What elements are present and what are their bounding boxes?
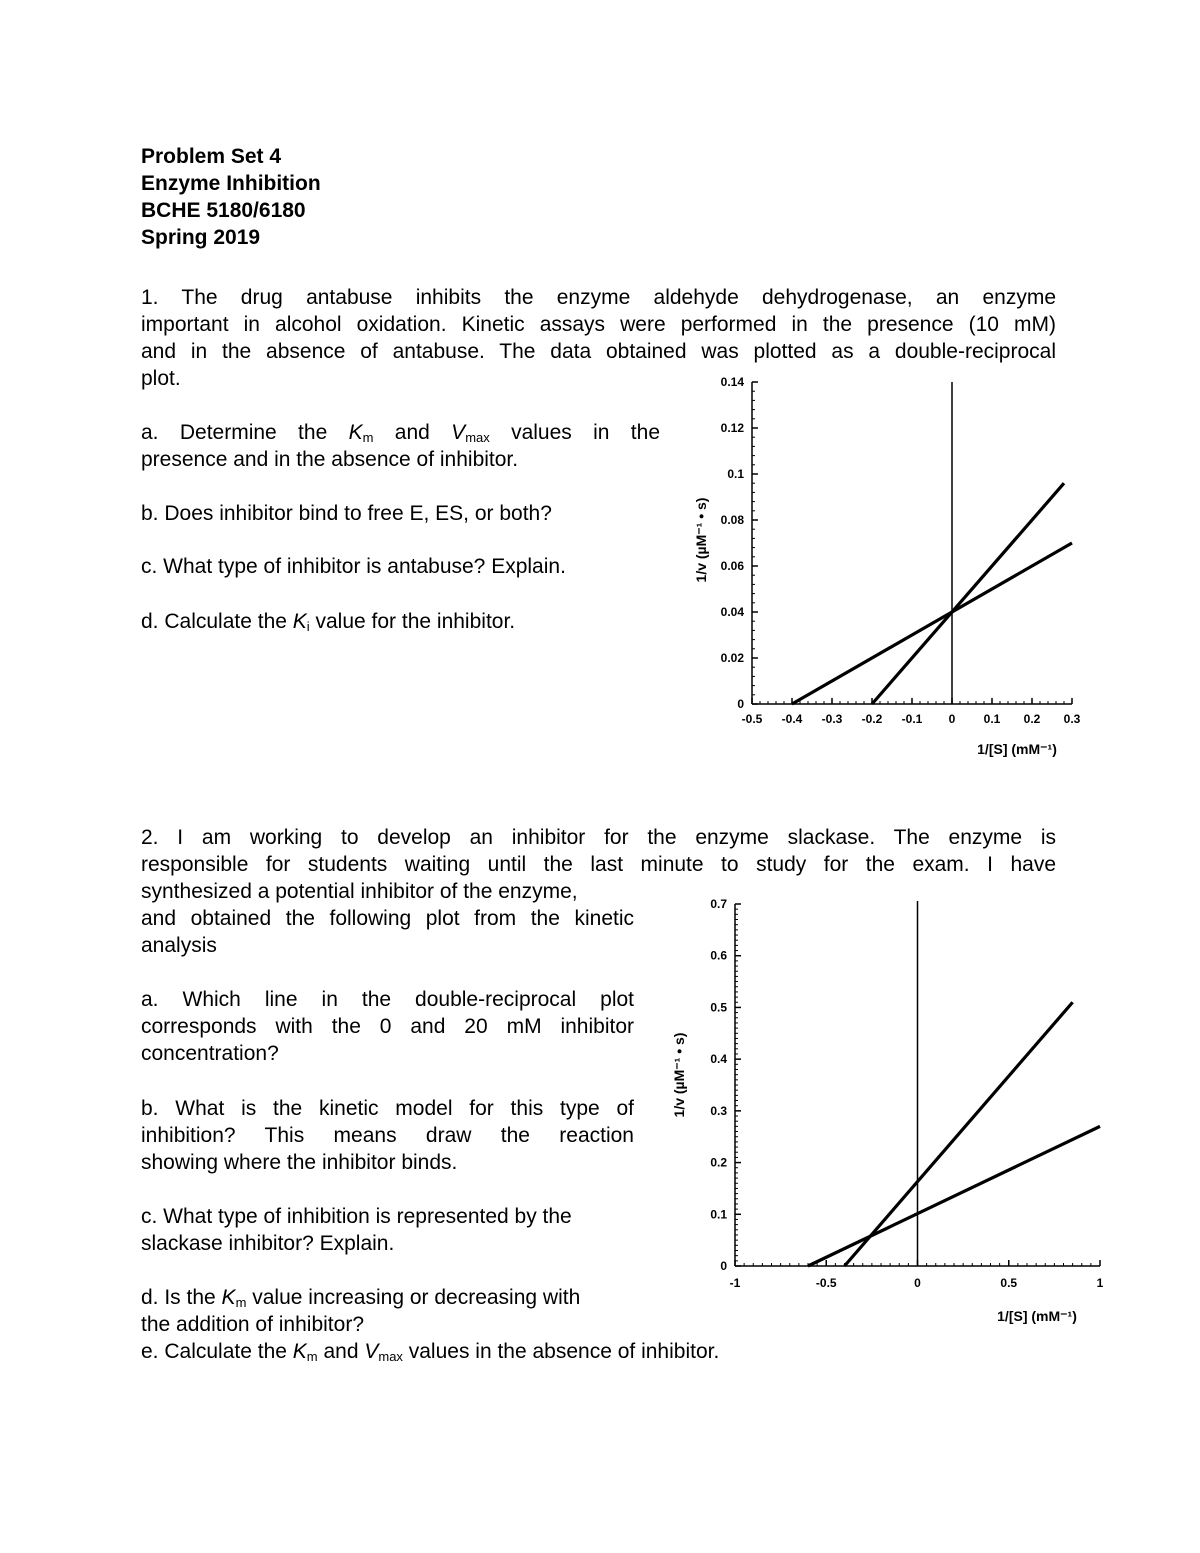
y-tick-label: 0.2	[710, 1155, 727, 1170]
q2-intro-line3: synthesized a potential inhibitor of the enzyme,	[141, 880, 578, 903]
title-problem-set: Problem Set 4	[141, 145, 282, 168]
q1-part-a-line2: presence and in the absence of inhibitor.	[141, 448, 519, 471]
x-tick-label: -0.4	[781, 712, 803, 726]
x-tick-label: -1	[729, 1276, 741, 1290]
q2-part-b-line2: inhibition? This means draw the reaction	[141, 1124, 634, 1147]
y-tick-label: 0.3	[710, 1103, 727, 1118]
q1-intro-line4: plot.	[141, 367, 181, 390]
x-tick-label: 0.3	[1063, 712, 1081, 726]
q1-part-a-line1: a. Determine the $K_m$ and $V_{max}$ values in the	[141, 421, 660, 445]
q2-intro-line5: analysis	[141, 934, 217, 957]
q2-part-b-line3: showing where the inhibitor binds.	[141, 1151, 458, 1174]
y-tick-label: 0.6	[710, 948, 727, 963]
series-line-2	[808, 1126, 1100, 1266]
title-topic: Enzyme Inhibition	[141, 172, 321, 195]
series-line-1	[845, 1002, 1073, 1266]
q2-part-b-line1: b. What is the kinetic model for this type of	[141, 1097, 634, 1120]
y-tick-label: 0.06	[720, 559, 744, 573]
q2-part-c-line2: slackase inhibitor? Explain.	[141, 1232, 395, 1255]
series-line-1	[872, 483, 1064, 704]
q1-part-b: b. Does inhibitor bind to free E, ES, or both?	[141, 502, 552, 525]
x-tick-label: -0.5	[815, 1276, 837, 1290]
q1-intro-line2: important in alcohol oxidation. Kinetic assays were performed in the presence (10 mM)	[141, 313, 1056, 336]
q2-part-d-line2: the addition of inhibitor?	[141, 1313, 364, 1336]
q2-intro-line4: and obtained the following plot from the kinetic	[141, 907, 634, 930]
y-tick-label: 0.02	[720, 651, 744, 665]
y-tick-label: 0	[720, 1259, 727, 1273]
title-course: BCHE 5180/6180	[141, 199, 306, 222]
q2-part-a-line1: a. Which line in the double-reciprocal plot	[141, 988, 634, 1011]
x-tick-label: 0	[948, 712, 956, 726]
q1-part-d: d. Calculate the $K_i$ value for the inhibitor.	[141, 610, 516, 634]
q1-intro-line1: 1. The drug antabuse inhibits the enzyme aldehyde dehydrogenase, an enzyme	[141, 286, 1056, 309]
y-tick-label: 0.5	[710, 1000, 727, 1015]
x-axis-title: 1/[S] (mM⁻¹)	[997, 1308, 1077, 1324]
q2-intro-line2: responsible for students waiting until the last minute to study for the exam. I have	[141, 853, 1056, 876]
q2-part-e: e. Calculate the $K_m$ and $V_{max}$ values in the absence of inhibitor.	[141, 1340, 720, 1364]
y-tick-label: 0.14	[720, 375, 744, 389]
x-tick-label: 0	[914, 1276, 921, 1290]
y-tick-label: 0.1	[710, 1207, 727, 1222]
y-axis-title: 1/v (µM⁻¹ • s)	[671, 1032, 687, 1118]
q1-intro-line3: and in the absence of antabuse. The data obtained was plotted as a double-reciprocal	[141, 340, 1056, 363]
x-axis-title: 1/[S] (mM⁻¹)	[977, 741, 1057, 757]
y-tick-label: 0.1	[727, 467, 744, 481]
x-tick-label: 1	[1096, 1276, 1104, 1290]
x-tick-label: 0.1	[983, 712, 1001, 726]
q2-part-d-line1: d. Is the $K_m$ value increasing or decreasing with	[141, 1286, 581, 1310]
y-tick-label: 0.08	[720, 513, 744, 527]
lineweaver-burk-plot-2	[660, 885, 1104, 1335]
x-tick-label: 0.5	[1000, 1276, 1018, 1290]
q2-part-a-line3: concentration?	[141, 1042, 279, 1065]
x-tick-label: -0.1	[901, 712, 923, 726]
lineweaver-burk-plot-1	[660, 360, 1100, 770]
y-tick-label: 0.12	[720, 421, 744, 435]
q2-part-c-line1: c. What type of inhibition is represented by the	[141, 1205, 572, 1228]
x-tick-label: 0.2	[1023, 712, 1041, 726]
y-tick-label: 0.7	[710, 897, 727, 911]
series-line-2	[792, 543, 1072, 704]
y-tick-label: 0	[737, 697, 744, 711]
x-tick-label: -0.2	[861, 712, 883, 726]
x-tick-label: -0.3	[821, 712, 843, 726]
x-tick-label: -0.5	[741, 712, 763, 726]
y-tick-label: 0.4	[710, 1052, 727, 1067]
q2-intro-line1: 2. I am working to develop an inhibitor for the enzyme slackase. The enzyme is	[141, 826, 1056, 849]
y-axis-title: 1/v (µM⁻¹ • s)	[693, 497, 709, 583]
q2-part-a-line2: corresponds with the 0 and 20 mM inhibitor	[141, 1015, 634, 1038]
y-tick-label: 0.04	[720, 605, 744, 619]
q1-part-c: c. What type of inhibitor is antabuse? Explain.	[141, 555, 566, 578]
title-term: Spring 2019	[141, 226, 261, 249]
